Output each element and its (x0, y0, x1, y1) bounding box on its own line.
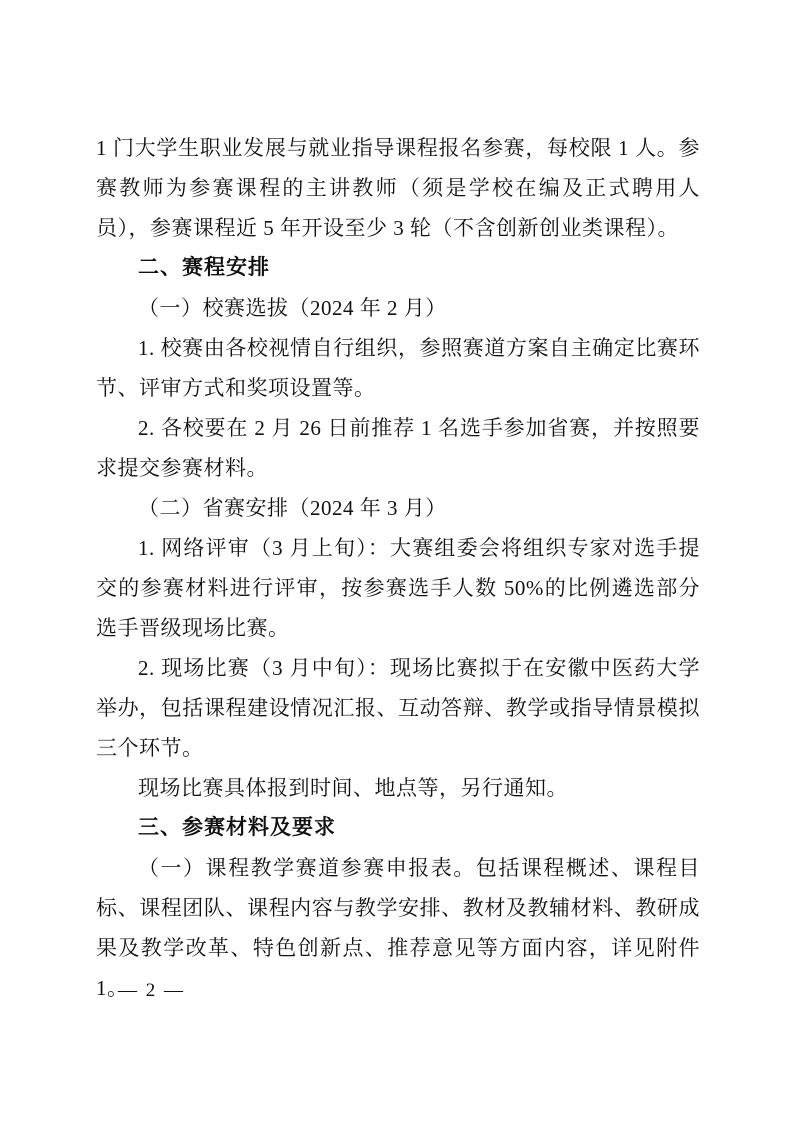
paragraph-application-form: （一）课程教学赛道参赛申报表。包括课程概述、课程目标、课程团队、课程内容与教学安排、教材及教辅材料、教研成果及教学改革、特色创新点、推荐意见等方面内容，详见附件 1。 (96, 856, 700, 1000)
page-number: — 2 — (118, 980, 185, 1001)
subsection-provincial-arrangement: （二）省赛安排（2024 年 3 月） (138, 496, 447, 520)
paragraph-school-recommendation-deadline: 2. 各校要在 2 月 26 日前推荐 1 名选手参加省赛，并按照要求提交参赛材料。 (96, 416, 700, 480)
subsection-school-selection: （一）校赛选拔（2024 年 2 月） (138, 296, 447, 320)
paragraph-onsite-notice: 现场比赛具体报到时间、地点等，另行通知。 (138, 776, 568, 800)
section-heading-materials: 三、参赛材料及要求 (138, 816, 336, 839)
section-heading-schedule: 二、赛程安排 (138, 256, 270, 279)
paragraph-school-contest-organization: 1. 校赛由各校视情自行组织，参照赛道方案自主确定比赛环节、评审方式和奖项设置等。 (96, 336, 700, 400)
paragraph-online-review: 1. 网络评审（3 月上旬）：大赛组委会将组织专家对选手提交的参赛材料进行评审，按参赛选手人数 50%的比例遴选部分选手晋级现场比赛。 (96, 536, 700, 640)
document-body (96, 128, 700, 1008)
paragraph-onsite-competition: 2. 现场比赛（3 月中旬）：现场比赛拟于在安徽中医药大学举办，包括课程建设情况汇报、互动答辩、教学或指导情景模拟三个环节。 (96, 656, 700, 760)
paragraph-eligibility-continuation: 1 门大学生职业发展与就业指导课程报名参赛，每校限 1 人。参赛教师为参赛课程的主讲教师（须是学校在编及正式聘用人员），参赛课程近 5 年开设至少 3 轮（不含创新创业类课程）。 (96, 136, 700, 240)
